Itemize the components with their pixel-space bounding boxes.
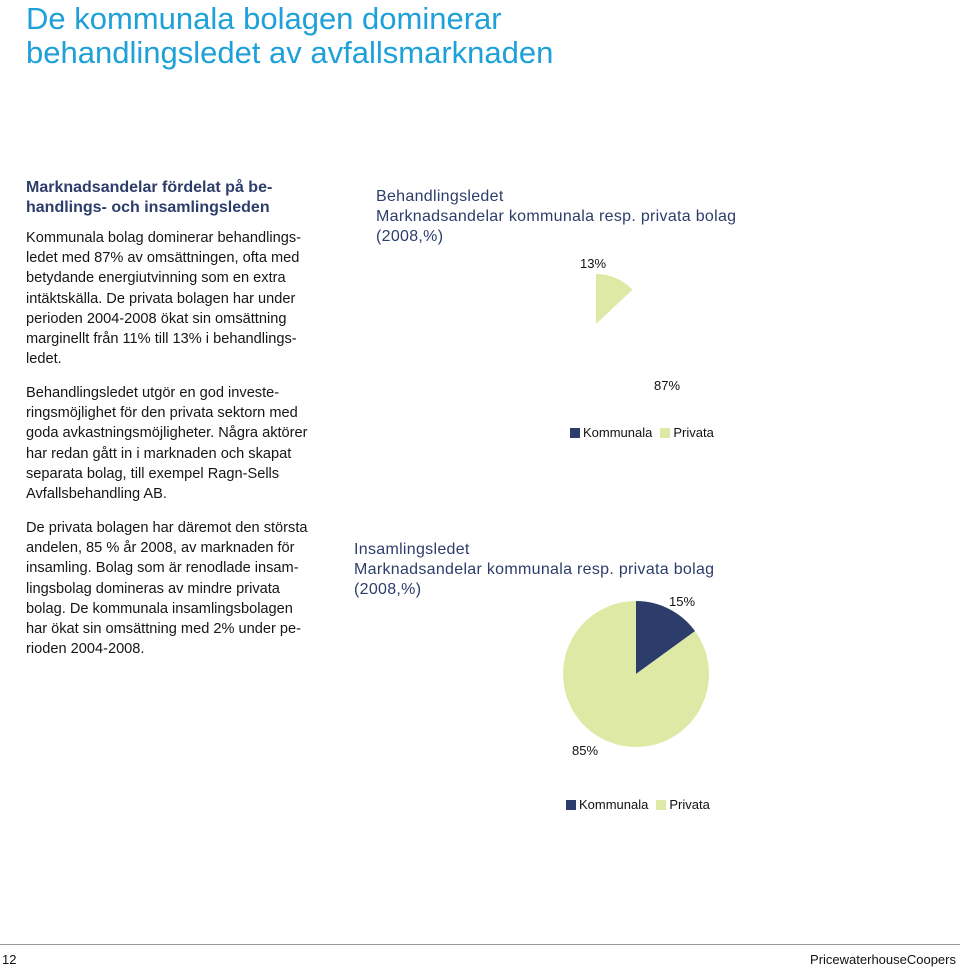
chart-1-title: Behandlingsledet xyxy=(376,188,504,205)
legend-label-privata: Privata xyxy=(673,425,714,440)
paragraph-line: insamling. Bolag som är renodlade insam- xyxy=(26,560,299,577)
section-heading-line-2: handlings- och insamlingsleden xyxy=(26,199,270,216)
paragraph-line: har redan gått in i marknaden och skapat xyxy=(26,445,292,462)
paragraph-line: ledet med 87% av omsättningen, ofta med xyxy=(26,250,300,267)
paragraph-line: Avfallsbehandling AB. xyxy=(26,486,167,503)
chart-1-unit: (2008,%) xyxy=(376,228,444,245)
chart-2-subtitle: Marknadsandelar kommunala resp. privata bolag xyxy=(354,561,715,578)
paragraph-line: Kommunala bolag dominerar behandlings- xyxy=(26,230,302,246)
chart-2-title: Insamlingsledet xyxy=(354,541,470,558)
page-title-line-1: De kommunala bolagen dominerar xyxy=(26,1,502,36)
paragraph-line: betydande energiutvinning som en extra xyxy=(26,270,286,287)
section-heading-line-1: Marknadsandelar fördelat på be- xyxy=(26,179,273,196)
legend-label-kommunala: Kommunala xyxy=(579,797,649,812)
chart-1-subtitle: Marknadsandelar kommunala resp. privata bolag xyxy=(376,208,737,225)
paragraph-line: lingsbolag domineras av mindre privata xyxy=(26,580,280,597)
page-number: 12 xyxy=(2,952,17,967)
paragraph-line: andelen, 85 % år 2008, av marknaden för xyxy=(26,540,295,557)
chart-2-unit: (2008,%) xyxy=(354,581,422,598)
chart-1-label-kommunala: 87% xyxy=(654,378,681,393)
chart-1-label-privata: 13% xyxy=(580,256,607,271)
paragraph-line: perioden 2004-2008 ökat sin omsättning xyxy=(26,310,287,327)
paragraph-line: Behandlingsledet utgör en god investe- xyxy=(26,385,280,401)
company-name: PricewaterhouseCoopers xyxy=(810,952,956,967)
paragraph-line: ledet. xyxy=(26,351,62,368)
legend-label-privata: Privata xyxy=(669,797,710,812)
paragraph-line: De privata bolagen har däremot den största xyxy=(26,520,308,536)
paragraph-line: rioden 2004-2008. xyxy=(26,641,145,658)
paragraph-line: ringsmöjlighet för den privata sektorn med xyxy=(26,405,298,422)
paragraph-line: marginellt från 11% till 13% i behandlings- xyxy=(26,331,297,348)
paragraph-line: har ökat sin omsättning med 2% under pe- xyxy=(26,621,302,638)
paragraph-line: separata bolag, till exempel Ragn-Sells xyxy=(26,465,280,482)
chart-2-label-privata: 85% xyxy=(572,743,599,758)
legend-label-kommunala: Kommunala xyxy=(583,425,653,440)
paragraph-line: bolag. De kommunala insamlingsbolagen xyxy=(26,600,293,617)
paragraph-line: intäktskälla. De privata bolagen har under xyxy=(26,290,296,307)
page-title-line-2: behandlingsledet av avfallsmarknaden xyxy=(26,35,554,70)
chart-2-label-kommunala: 15% xyxy=(669,594,696,609)
paragraph-line: goda avkastningsmöjligheter. Några aktörer xyxy=(26,425,308,442)
